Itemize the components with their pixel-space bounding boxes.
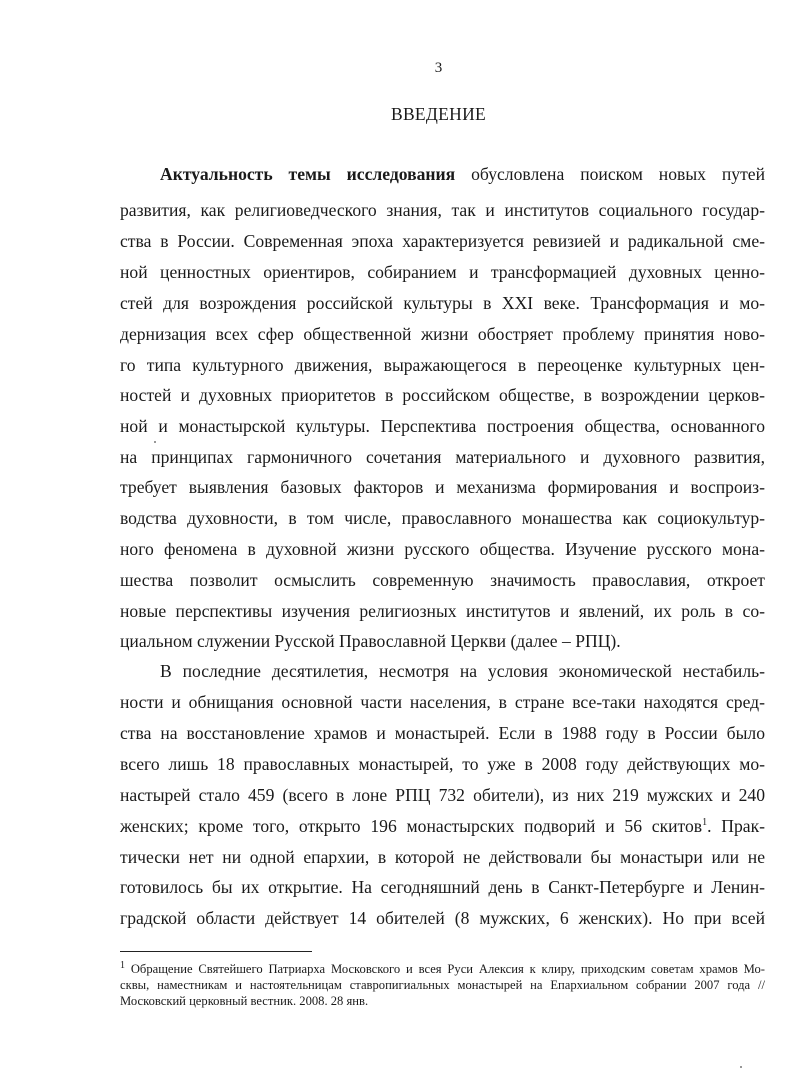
scan-speck [154,441,156,443]
section-heading: ВВЕДЕНИЕ [390,104,487,124]
footnote-line: сквы, наместникам и настоятельницам ставропигиальных монастырей на Епархиальном собрании 2007 года // [120,978,765,992]
footnote-marker: 1 [120,959,125,971]
paragraph-line: ного феномена в духовной жизни русского общества. Изучение русского мона- [120,539,765,559]
paragraph-line: стей для возрождения российской культуры в XXI веке. Трансформация и мо- [120,293,765,313]
paragraph-line: циальном служении Русской Православной Церкви (далее – РПЦ). [120,631,621,651]
footnote-reference: 1 [702,817,708,829]
paragraph-line: требует выявления базовых факторов и механизма формирования и воспроиз- [120,477,765,497]
paragraph-line: новые перспективы изучения религиозных институтов и явлений, их роль в со- [120,601,765,621]
footnote-text: Обращение Святейшего Патриарха Московского и всея Руси Алексия к клиру, приходским советам храмов Мо- [125,962,765,976]
paragraph-line: ности и обнищания основной части населения, в стране все-таки находятся сред- [120,692,765,712]
paragraph-line: дернизация всех сфер общественной жизни обостряет проблему принятия ново- [120,324,765,344]
relevance-term: Актуальность темы исследования [160,164,456,184]
relevance-lead-rest: обусловлена поиском новых путей [455,164,765,184]
footnote-line: Московский церковный вестник. 2008. 28 янв. [120,994,369,1008]
scan-speck [740,1066,742,1068]
paragraph-line: ностей и духовных приоритетов в российском обществе, в возрождении церков- [120,385,765,405]
footnote-context-tail: . Прак- [707,816,766,836]
paragraph-line: на принципах гармоничного сочетания материального и духовного развития, [120,447,765,467]
footnote-line [120,959,765,977]
paragraph-line [160,163,765,185]
paragraph-line: ной и монастырской культуры. Перспектива построения общества, основанного [120,416,765,436]
paragraph-line: ной ценностных ориентиров, собиранием и трансформацией духовных ценно- [120,262,765,282]
paragraph-line [120,815,765,837]
paragraph-line: ства на восстановление храмов и монастырей. Если в 1988 году в России было [120,723,765,743]
paragraph-line: тически нет ни одной епархии, в которой не действовали бы монастыри или не [120,847,765,867]
footnote-context-text: женских; кроме того, открыто 196 монастырских подворий и 56 скитов [120,816,703,836]
paragraph-line: настырей стало 459 (всего в лоне РПЦ 732 обители), из них 219 мужских и 240 [120,785,765,805]
paragraph-line: В последние десятилетия, несмотря на условия экономической нестабиль- [160,661,765,681]
paragraph-line: развития, как религиоведческого знания, так и институтов социального государ- [120,200,765,220]
paragraph-line: го типа культурного движения, выражающегося в переоценке культурных цен- [120,355,765,375]
paragraph-line: шества позволит осмыслить современную значимость православия, откроет [120,570,765,590]
page-number: 3 [434,60,443,76]
footnote-separator [120,951,312,952]
paragraph-line: водства духовности, в том числе, православного монашества как социокультур- [120,508,765,528]
paragraph-line: градской области действует 14 обителей (8 мужских, 6 женских). Но при всей [120,908,765,928]
paragraph-line: ства в России. Современная эпоха характеризуется ревизией и радикальной сме- [120,231,765,251]
paragraph-line: готовилось бы их открытие. На сегодняшний день в Санкт-Петербурге и Ленин- [120,877,765,897]
paragraph-line: всего лишь 18 православных монастырей, то уже в 2008 году действующих мо- [120,754,765,774]
